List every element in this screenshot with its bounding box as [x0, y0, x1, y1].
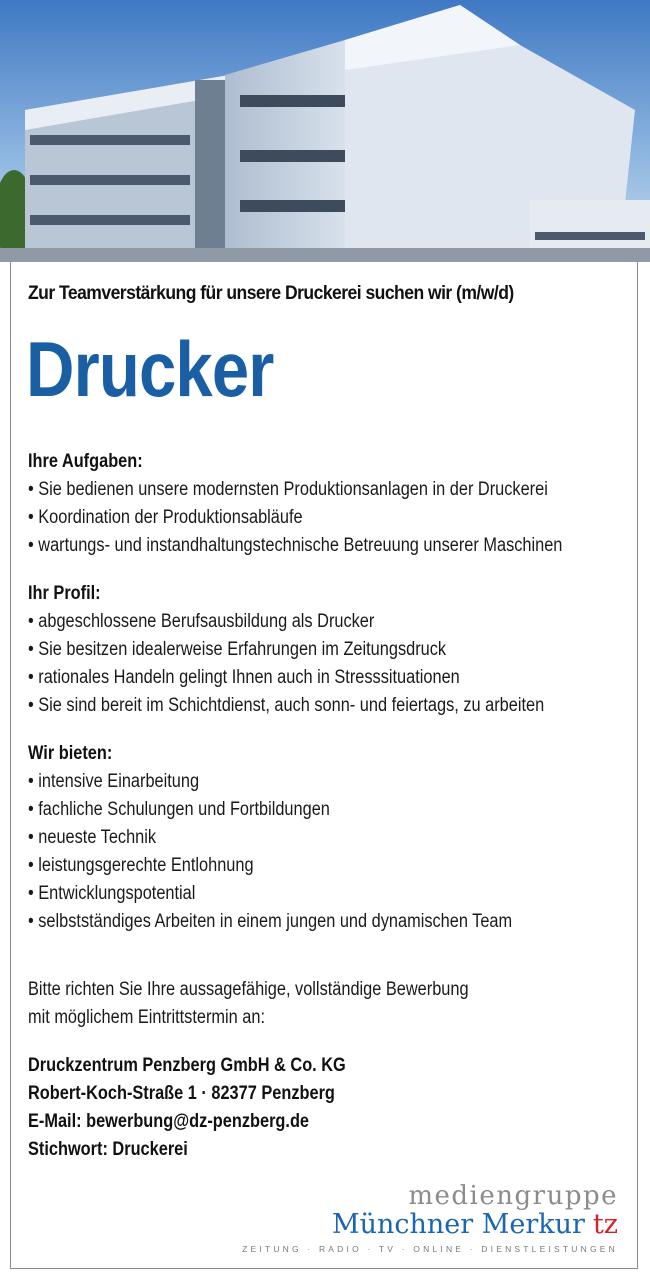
list-item: • Sie sind bereit im Schichtdienst, auch sonn- und feiertags, zu arbeiten: [28, 692, 544, 720]
tasks-section: [28, 448, 562, 560]
offer-section: [28, 740, 512, 936]
publisher-logo: [242, 1183, 618, 1254]
list-item: • intensive Einarbeitung: [28, 768, 512, 796]
intro-line: Zur Teamverstärkung für unsere Druckerei suchen wir (m/w/d): [28, 282, 514, 304]
logo-suffix: tz: [592, 1209, 618, 1240]
keyword: Stichwort: Druckerei: [28, 1139, 188, 1160]
contact-block: [28, 1052, 346, 1164]
list-item: • rationales Handeln gelingt Ihnen auch in Stresssituationen: [28, 664, 544, 692]
job-title: Drucker: [26, 325, 274, 413]
building-photo: [0, 0, 650, 262]
email-link[interactable]: E-Mail: bewerbung@dz-penzberg.de: [28, 1111, 310, 1132]
application-line: mit möglichem Eintrittstermin an:: [28, 1007, 265, 1028]
profile-section: [28, 580, 544, 720]
list-item: • Koordination der Produktionsabläufe: [28, 504, 562, 532]
logo-tagline: ZEITUNG · RADIO · TV · ONLINE · DIENSTLEISTUNGEN: [242, 1244, 618, 1255]
list-item: • Entwicklungspotential: [28, 880, 512, 908]
application-note: [28, 976, 469, 1032]
logo-top-text: mediengruppe: [408, 1181, 618, 1211]
list-item: • Sie besitzen idealerweise Erfahrungen im Zeitungsdruck: [28, 636, 544, 664]
list-item: • abgeschlossene Berufsausbildung als Drucker: [28, 608, 544, 636]
offer-heading: Wir bieten:: [28, 743, 113, 764]
logo-name-text: Münchner Merkur: [331, 1209, 585, 1240]
application-line: Bitte richten Sie Ihre aussagefähige, vollständige Bewerbung: [28, 979, 469, 1000]
logo-name: [242, 1209, 618, 1240]
tasks-heading: Ihre Aufgaben:: [28, 451, 143, 472]
list-item: • selbstständiges Arbeiten in einem jungen und dynamischen Team: [28, 908, 512, 936]
list-item: • wartungs- und instandhaltungstechnische Betreuung unserer Maschinen: [28, 532, 562, 560]
company-name: Druckzentrum Penzberg GmbH & Co. KG: [28, 1055, 346, 1076]
list-item: • Sie bedienen unsere modernsten Produktionsanlagen in der Druckerei: [28, 476, 562, 504]
list-item: • leistungsgerechte Entlohnung: [28, 852, 512, 880]
company-address: Robert-Koch-Straße 1 · 82377 Penzberg: [28, 1083, 335, 1104]
list-item: • fachliche Schulungen und Fortbildungen: [28, 796, 512, 824]
profile-heading: Ihr Profil:: [28, 583, 101, 604]
list-item: • neueste Technik: [28, 824, 512, 852]
